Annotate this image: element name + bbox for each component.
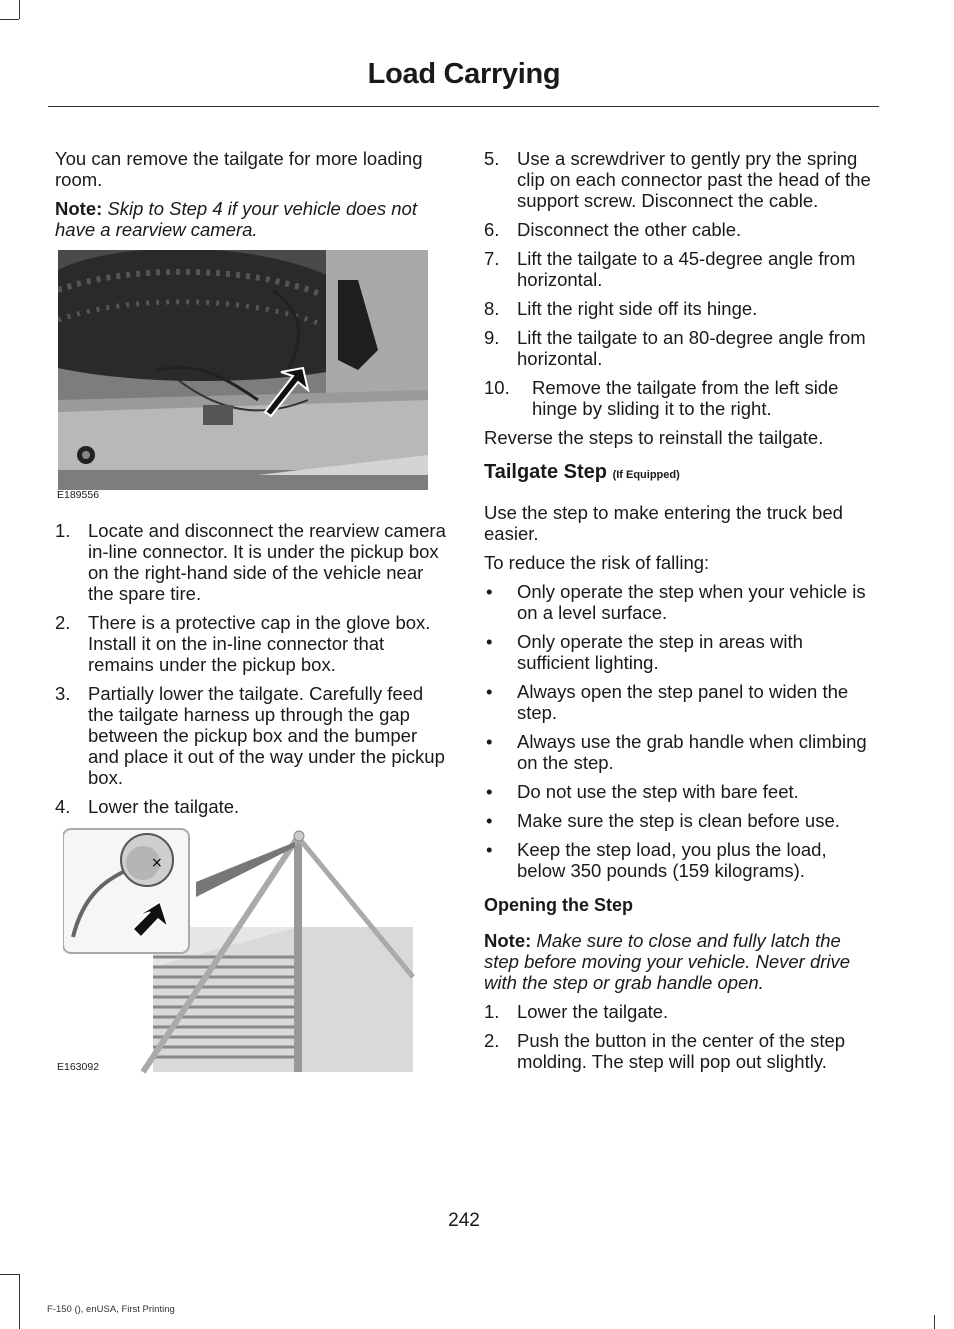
list-item <box>484 1001 876 1022</box>
bullet-text: Make sure the step is clean before use. <box>517 810 840 831</box>
step-text: Push the button in the center of the step molding. The step will pop out slightly. <box>517 1030 846 1072</box>
bullet-text: Always open the step panel to widen the step. <box>517 681 849 723</box>
list-item <box>484 1030 876 1072</box>
section-intro: Use the step to make entering the truck bed easier. <box>484 502 843 544</box>
bullet-text: Only operate the step when your vehicle is on a level surface. <box>517 581 866 623</box>
bullet-glyph: • <box>486 731 493 752</box>
list-item <box>484 839 876 881</box>
figure-tailgate-cable <box>55 827 447 1077</box>
bullet-glyph: • <box>486 810 493 831</box>
removal-steps-continued <box>484 148 876 419</box>
step-text: Locate and disconnect the rearview camera in-line connector. It is under the pickup box on the right-hand side of the vehicle near the spare tire. <box>88 520 446 604</box>
list-item <box>484 681 876 723</box>
step-text: Lift the tailgate to an 80-degree angle from horizontal. <box>517 327 866 369</box>
reverse-paragraph: Reverse the steps to reinstall the tailgate. <box>484 427 824 448</box>
step-text: Lower the tailgate. <box>517 1001 669 1022</box>
page-title: Load Carrying <box>367 58 561 90</box>
step-number: 3. <box>55 683 71 704</box>
crop-mark <box>0 19 19 20</box>
step-text: Partially lower the tailgate. Carefully feed the tailgate harness up through the gap between the pickup box and the bumper and place it out of the way under the pickup box. <box>88 683 445 788</box>
list-item <box>484 581 876 623</box>
footer-text: F-150 (), enUSA, First Printing <box>47 1304 175 1315</box>
list-item <box>484 377 876 419</box>
step-text: Disconnect the other cable. <box>517 219 742 240</box>
crop-mark <box>19 0 20 19</box>
removal-steps-list <box>55 520 447 817</box>
step-number: 4. <box>55 796 71 817</box>
title-divider <box>48 106 879 107</box>
list-item <box>55 520 447 604</box>
subheading: Opening the Step <box>484 895 634 915</box>
intro-paragraph: You can remove the tailgate for more loading room. <box>55 148 423 190</box>
note-label: Note: <box>55 198 103 219</box>
note-text: Skip to Step 4 if your vehicle does not have a rearview camera. <box>55 198 417 240</box>
bullet-text: Only operate the step in areas with sufficient lighting. <box>517 631 803 673</box>
note-text: Make sure to close and fully latch the step before moving your vehicle. Never drive with the step or grab handle open. <box>484 930 851 993</box>
list-item <box>484 781 876 802</box>
list-item <box>55 796 447 817</box>
step-number: 8. <box>484 298 500 319</box>
list-item <box>55 683 447 788</box>
tailgate-cable-illustration <box>63 827 418 1077</box>
list-item <box>484 327 876 369</box>
step-number: 10. <box>484 377 510 398</box>
bullet-text: Do not use the step with bare feet. <box>517 781 799 802</box>
step-number: 6. <box>484 219 500 240</box>
step-number: 9. <box>484 327 500 348</box>
bullet-glyph: • <box>486 681 493 702</box>
bullet-glyph: • <box>486 781 493 802</box>
note <box>55 198 447 240</box>
figure-code: E163092 <box>57 1061 100 1073</box>
step-number: 2. <box>55 612 71 633</box>
bullet-glyph: • <box>486 631 493 652</box>
step-number: 1. <box>55 520 71 541</box>
step-text: Lower the tailgate. <box>88 796 240 817</box>
section-heading-suffix: (If Equipped) <box>612 469 680 481</box>
tailgate-connector-illustration <box>58 250 430 490</box>
crop-mark <box>934 1315 935 1329</box>
step-number: 5. <box>484 148 500 169</box>
crop-mark <box>0 1274 19 1275</box>
list-item <box>55 612 447 675</box>
svg-text:×: × <box>151 855 163 871</box>
figure-tailgate-connector <box>55 250 447 506</box>
step-number: 1. <box>484 1001 500 1022</box>
section-heading <box>484 462 876 486</box>
step-text: Remove the tailgate from the left side hinge by sliding it to the right. <box>532 377 839 419</box>
crop-mark <box>19 1274 20 1329</box>
list-item <box>484 298 876 319</box>
safety-bullet-list <box>484 581 876 881</box>
step-text: Use a screwdriver to gently pry the spring clip on each connector past the head of the support screw. Disconnect the cable. <box>517 148 871 211</box>
list-item <box>484 248 876 290</box>
figure-code: E189556 <box>57 489 100 501</box>
step-text: Lift the tailgate to a 45-degree angle from horizontal. <box>517 248 856 290</box>
bullet-text: Keep the step load, you plus the load, below 350 pounds (159 kilograms). <box>517 839 827 881</box>
list-item <box>484 148 876 211</box>
step-text: There is a protective cap in the glove box. Install it on the in-line connector that remains under the pickup box. <box>88 612 431 675</box>
list-item <box>484 219 876 240</box>
opening-steps-list <box>484 1001 876 1072</box>
step-number: 7. <box>484 248 500 269</box>
bullet-text: Always use the grab handle when climbing on the step. <box>517 731 867 773</box>
right-column <box>484 148 876 1080</box>
step-text: Lift the right side off its hinge. <box>517 298 758 319</box>
left-column <box>55 148 447 1091</box>
note <box>484 930 876 993</box>
bullet-glyph: • <box>486 839 493 860</box>
note-label: Note: <box>484 930 532 951</box>
step-number: 2. <box>484 1030 500 1051</box>
list-item <box>484 731 876 773</box>
risk-intro: To reduce the risk of falling: <box>484 552 710 573</box>
section-heading-text: Tailgate Step <box>484 461 607 483</box>
page-number: 242 <box>448 1210 480 1231</box>
list-item <box>484 631 876 673</box>
bullet-glyph: • <box>486 581 493 602</box>
list-item <box>484 810 876 831</box>
